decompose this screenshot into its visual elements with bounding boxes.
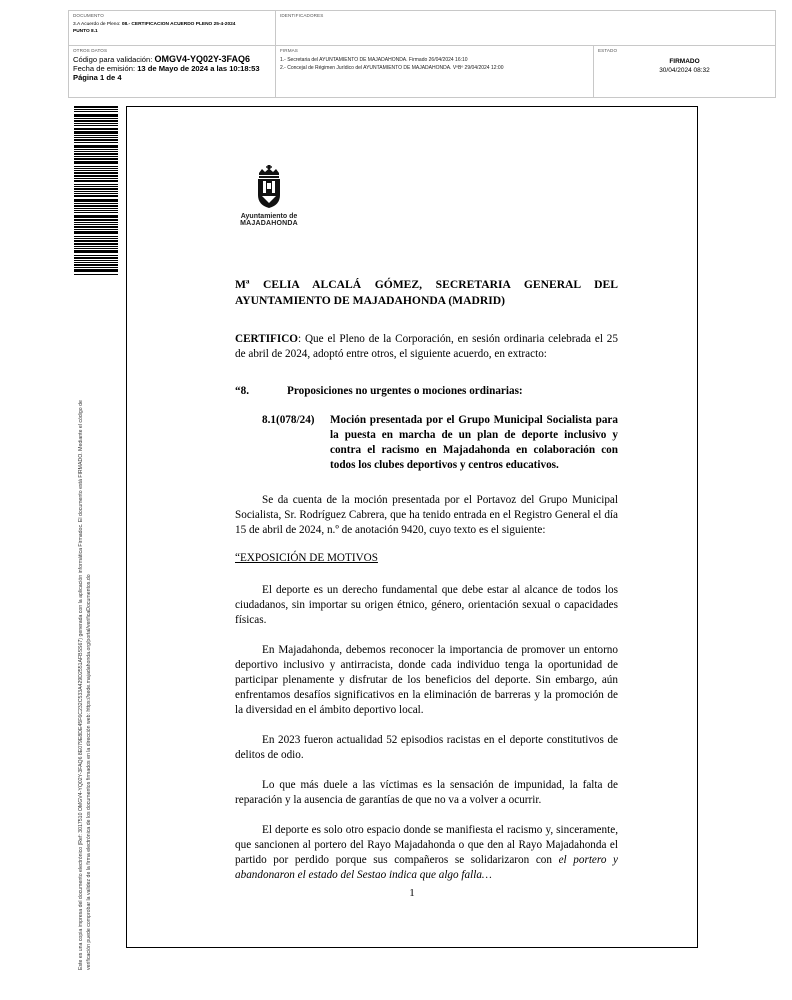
- motion-heading: [235, 413, 618, 473]
- barcode-bar: [74, 168, 118, 169]
- barcode-bar: [74, 224, 118, 225]
- barcode-bar: [74, 264, 118, 266]
- paragraph-2: En Majadahonda, debemos reconocer la importancia de promover un entorno deportivo inclusivo y antirracista, donde cada individuo tenga la oportunidad de participar plenamente y disfrutar de los beneficios del deporte. Sin embargo, aún enfrentamos desafíos significativos en la eliminación de barreras y la promoción de la diversidad en el ámbito deportivo local.: [235, 644, 618, 716]
- barcode-bar: [74, 135, 118, 136]
- fecha-emision: 13 de Mayo de 2024 a las 10:18:53: [137, 64, 260, 73]
- firmas-label: FIRMAS: [280, 48, 298, 53]
- barcode-bar: [74, 114, 118, 117]
- barcode-bar: [74, 238, 118, 239]
- header-row-document: [68, 10, 776, 46]
- documento-cell: [69, 11, 275, 45]
- barcode-bar: [74, 219, 118, 221]
- codigo-prefix: Código para validación:: [73, 55, 153, 64]
- documento-title: 08.- CERTIFICACION ACUERDO PLENO 25-4-2024: [121, 22, 236, 27]
- barcode-bar: [74, 170, 118, 171]
- certifico-text: : Que el Pleno de la Corporación, en sesión ordinaria celebrada el 25 de abril de 2024, adoptó entre otros, el siguiente acuerdo, en extracto:: [235, 333, 618, 360]
- point-heading: [235, 384, 618, 399]
- barcode-bar: [74, 231, 118, 234]
- barcode-bar: [74, 149, 118, 150]
- municipal-logo: [233, 165, 305, 227]
- barcode-bar: [74, 236, 118, 237]
- point-number: “8.: [235, 385, 249, 397]
- paragraph-3: En 2023 fueron actualidad 52 episodios racistas en el deporte constitutivos de delitos de odio.: [235, 734, 618, 761]
- documento-prefix: 3.A Acuerdo de Pleno:: [73, 22, 121, 27]
- documento-label: DOCUMENTO: [73, 13, 104, 18]
- estado-date: 30/04/2024 08:32: [659, 67, 710, 74]
- barcode-bar: [74, 269, 118, 272]
- document-body: [235, 277, 618, 883]
- otros-datos-label: OTROS DATOS: [73, 48, 108, 53]
- paragraph-5-italic: el portero y abandonaron el estado del Sestao indica que algo falla…: [235, 854, 619, 881]
- barcode-bar: [74, 184, 118, 185]
- barcode-bar: [74, 193, 118, 194]
- side-text-line-2: verificación puede comprobar la validez de la firma electrónica de los documentos firmados en la dirección web: https://sede.majadahonda.org/portal/verificaDocumentos.do: [85, 574, 92, 970]
- paragraph-4: Lo que más duele a las víctimas es la sensación de impunidad, la falta de reparación y la ausencia de garantías de que no va a volver a ocurrir.: [235, 779, 618, 806]
- otros-datos-cell: [69, 46, 275, 97]
- barcode-bar: [74, 260, 118, 261]
- barcode-bar: [74, 191, 118, 192]
- barcode-bar: [74, 137, 118, 138]
- motion-title: Moción presentada por el Grupo Municipal Socialista para la puesta en marcha de un plan de deporte inclusivo y contra el racismo en Majadahonda en colaboración con todos los clubes deportivos y centros educativos.: [330, 414, 618, 471]
- barcode-bar: [74, 109, 118, 110]
- barcode-bar: [74, 208, 118, 209]
- barcode-bar: [74, 145, 118, 148]
- barcode-bar: [74, 178, 118, 179]
- paragraph-1: El deporte es un derecho fundamental que debe estar al alcance de todos los ciudadanos, sin importar su origen étnico, género, orientación sexual o capacidades físicas.: [235, 584, 618, 626]
- page-number: 1: [409, 887, 415, 899]
- barcode-bar: [74, 199, 118, 202]
- barcode-bar: [74, 158, 118, 160]
- barcode-bar: [74, 125, 118, 126]
- barcode-bar: [74, 151, 118, 152]
- barcode-bar: [74, 186, 118, 187]
- barcode-bar: [74, 246, 118, 247]
- barcode-bar: [74, 188, 118, 190]
- side-verification-text: [78, 290, 93, 970]
- barcode-bar: [74, 123, 118, 124]
- barcode-bar: [74, 274, 118, 275]
- logo-text-ayuntamiento: Ayuntamiento de: [240, 213, 298, 220]
- barcode-bar: [74, 180, 118, 183]
- barcode-bar: [74, 250, 118, 253]
- barcode-bar: [74, 128, 118, 130]
- barcode-bar: [74, 222, 118, 223]
- barcode-bar: [74, 166, 118, 167]
- coat-of-arms-icon: [254, 165, 284, 209]
- barcode-bar: [74, 118, 118, 119]
- validation-code: OMGV4-YQ02Y-3FAQ6: [154, 54, 251, 64]
- barcode-bar: [74, 156, 118, 157]
- barcode-bar: [74, 255, 118, 256]
- barcode-bar: [74, 243, 118, 245]
- header-row-details: [68, 46, 776, 98]
- barcode-bar: [74, 226, 118, 228]
- estado-label: ESTADO: [598, 48, 618, 53]
- barcode-bar: [74, 229, 118, 230]
- estado-cell: [593, 46, 775, 97]
- certifying-officer-title: Mª CELIA ALCALÁ GÓMEZ, SECRETARIA GENERAL DEL AYUNTAMIENTO DE MAJADAHONDA (MADRID): [235, 278, 618, 307]
- intro-paragraph: Se da cuenta de la moción presentada por el Portavoz del Grupo Municipal Socialista, Sr. Rodríguez Cabrera, que ha tenido entrada en el Registro General el día 15 de abril de 2024, n.º de anotación 9420, cuyo texto es el siguiente:: [235, 494, 618, 536]
- barcode: [74, 106, 118, 276]
- document-page: [126, 106, 698, 948]
- certifico-paragraph: [235, 332, 618, 362]
- certifico-label: CERTIFICO: [235, 333, 299, 345]
- exposicion-heading: “EXPOSICIÓN DE MOTIVOS: [235, 552, 378, 564]
- logo-text-majadahonda: MAJADAHONDA: [240, 220, 298, 227]
- page-count: Página 1 de 4: [73, 73, 122, 82]
- barcode-bar: [74, 175, 118, 177]
- barcode-bar: [74, 203, 118, 204]
- barcode-bar: [74, 240, 118, 242]
- barcode-bar: [74, 139, 118, 141]
- barcode-bar: [74, 267, 118, 268]
- point-title: Proposiciones no urgentes o mociones ordinarias:: [287, 385, 523, 397]
- documento-punto: PUNTO 8.1: [73, 29, 98, 34]
- paragraph-5-text: El deporte es solo otro espacio donde se manifiesta el racismo y, sinceramente, que sancionen al portero del Rayo Majadahonda o que den al Rayo Majadahonda el partido por perdido porque sus compañeros se solidarizaron con: [235, 824, 618, 866]
- barcode-bar: [74, 142, 118, 143]
- side-text-line-1: Este es una copia impresa del documento electrónico (Ref: 3017510 OMGV4-YQ02Y-3FAQ6 8E079E8DE45F6C232C533A429D2551AFBSS67) generada con la aplicación informática Firmadoc. El documento está FIRMADO. Mediante el código de: [78, 400, 84, 970]
- fecha-prefix: Fecha de emisión:: [73, 64, 136, 73]
- barcode-bar: [74, 195, 118, 197]
- barcode-bar: [74, 257, 118, 259]
- barcode-bar: [74, 215, 118, 218]
- estado-status: FIRMADO: [669, 58, 700, 65]
- firmas-cell: [275, 46, 593, 97]
- barcode-bar: [74, 120, 118, 122]
- motion-number: 8.1(078/24): [262, 414, 315, 426]
- barcode-bar: [74, 210, 118, 211]
- identificadores-label: IDENTIFICADORES: [280, 13, 324, 18]
- identificadores-cell: [275, 11, 775, 45]
- firma-2: 2.- Concejal de Régimen Jurídico del AYUNTAMIENTO DE MAJADAHONDA. VºBº 29/04/2024 12:00: [280, 64, 504, 71]
- barcode-bar: [74, 153, 118, 155]
- paragraph-5: [235, 823, 618, 883]
- barcode-bar: [74, 248, 118, 249]
- barcode-bar: [74, 212, 118, 213]
- barcode-bar: [74, 205, 118, 207]
- barcode-bar: [74, 161, 118, 164]
- firma-1: 1.- Secretaria del AYUNTAMIENTO DE MAJADAHONDA. Firmado 26/04/2024 16:10: [280, 57, 468, 63]
- barcode-bar: [74, 172, 118, 174]
- barcode-bar: [74, 111, 118, 112]
- barcode-bar: [74, 131, 118, 134]
- barcode-bar: [74, 262, 118, 263]
- barcode-bar: [74, 106, 118, 108]
